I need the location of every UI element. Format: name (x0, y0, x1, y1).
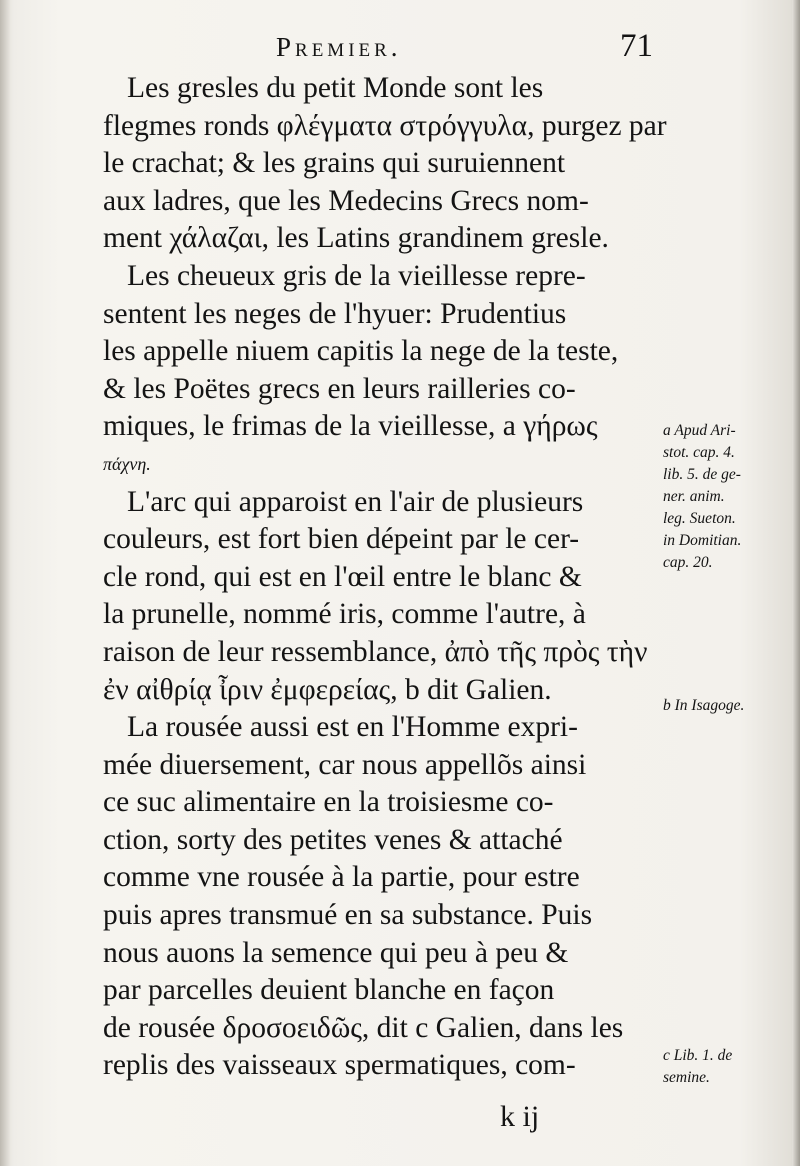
page-header (270, 28, 670, 72)
body-text (103, 70, 683, 1085)
text-line: ment χάλαζαι, les Latins grandinem gresle. (103, 222, 609, 255)
text-line: aux ladres, que les Medecins Grecs nom- (103, 184, 589, 217)
text-line: nous auons la semence qui peu à peu & (103, 936, 569, 969)
text-line: miques, le frimas de la vieillesse, a γήρως (103, 410, 598, 443)
margin-note-b (663, 695, 793, 717)
text-line: mée diuersement, car nous appellõs ainsi (103, 748, 587, 781)
note-line: c Lib. 1. de (663, 1047, 733, 1064)
note-line: ner. anim. (663, 488, 725, 505)
text-line: replis des vaisseaux spermatiques, com- (103, 1049, 576, 1082)
text-line: le crachat; & les grains qui suruiennent (103, 147, 566, 180)
page-number: 71 (620, 28, 653, 64)
note-line: b In Isagoge. (663, 697, 745, 714)
text-line: ἐν αἰθρίᾳ ἶριν ἐμφερείας, b dit Galien. (103, 673, 552, 706)
note-line: in Domitian. (663, 532, 742, 549)
text-line: πάχνη. (103, 453, 151, 474)
page-edge-shadow (792, 0, 800, 1166)
signature-mark: k ij (500, 1100, 540, 1133)
note-line: a Apud Ari- (663, 422, 736, 439)
text-line: la prunelle, nommé iris, comme l'autre, à (103, 598, 586, 631)
text-line: sentent les neges de l'hyuer: Prudentius (103, 297, 567, 330)
note-line: semine. (663, 1069, 710, 1086)
text-line: Les cheueux gris de la vieillesse repre- (127, 259, 586, 292)
text-line: cle rond, qui est en l'œil entre le blanc & (103, 560, 582, 593)
text-line: comme vne rousée à la partie, pour estre (103, 861, 580, 894)
text-line: de rousée δροσοειδῶς, dit c Galien, dans les (103, 1011, 624, 1044)
text-line: puis apres transmué en sa substance. Puis (103, 899, 593, 932)
text-line: La rousée aussi est en l'Homme expri- (127, 711, 578, 744)
margin-note-c (663, 1045, 793, 1089)
text-line: raison de leur ressemblance, ἀπὸ τῆς πρὸς τὴν (103, 635, 648, 668)
text-line: par parcelles deuient blanche en façon (103, 974, 555, 1007)
page-gutter-shadow (0, 0, 10, 1166)
text-line: Les gresles du petit Monde sont les (127, 72, 544, 104)
text-line: couleurs, est fort bien dépeint par le cer- (103, 523, 580, 556)
text-line: L'arc qui apparoist en l'air de plusieurs (127, 485, 584, 518)
margin-note-a (663, 420, 793, 574)
note-line: stot. cap. 4. (663, 444, 735, 461)
text-line: flegmes ronds φλέγματα στρόγγυλα, purgez par (103, 109, 667, 142)
text-line: & les Poëtes grecs en leurs railleries co- (103, 372, 576, 405)
text-line: les appelle niuem capitis la nege de la teste, (103, 335, 619, 368)
text-line: ction, sorty des petites venes & attaché (103, 823, 563, 856)
running-head: Premier. (276, 32, 402, 62)
note-line: leg. Sueton. (663, 510, 736, 527)
text-line: ce suc alimentaire en la troisiesme co- (103, 786, 554, 819)
note-line: lib. 5. de ge- (663, 466, 741, 483)
note-line: cap. 20. (663, 554, 713, 571)
